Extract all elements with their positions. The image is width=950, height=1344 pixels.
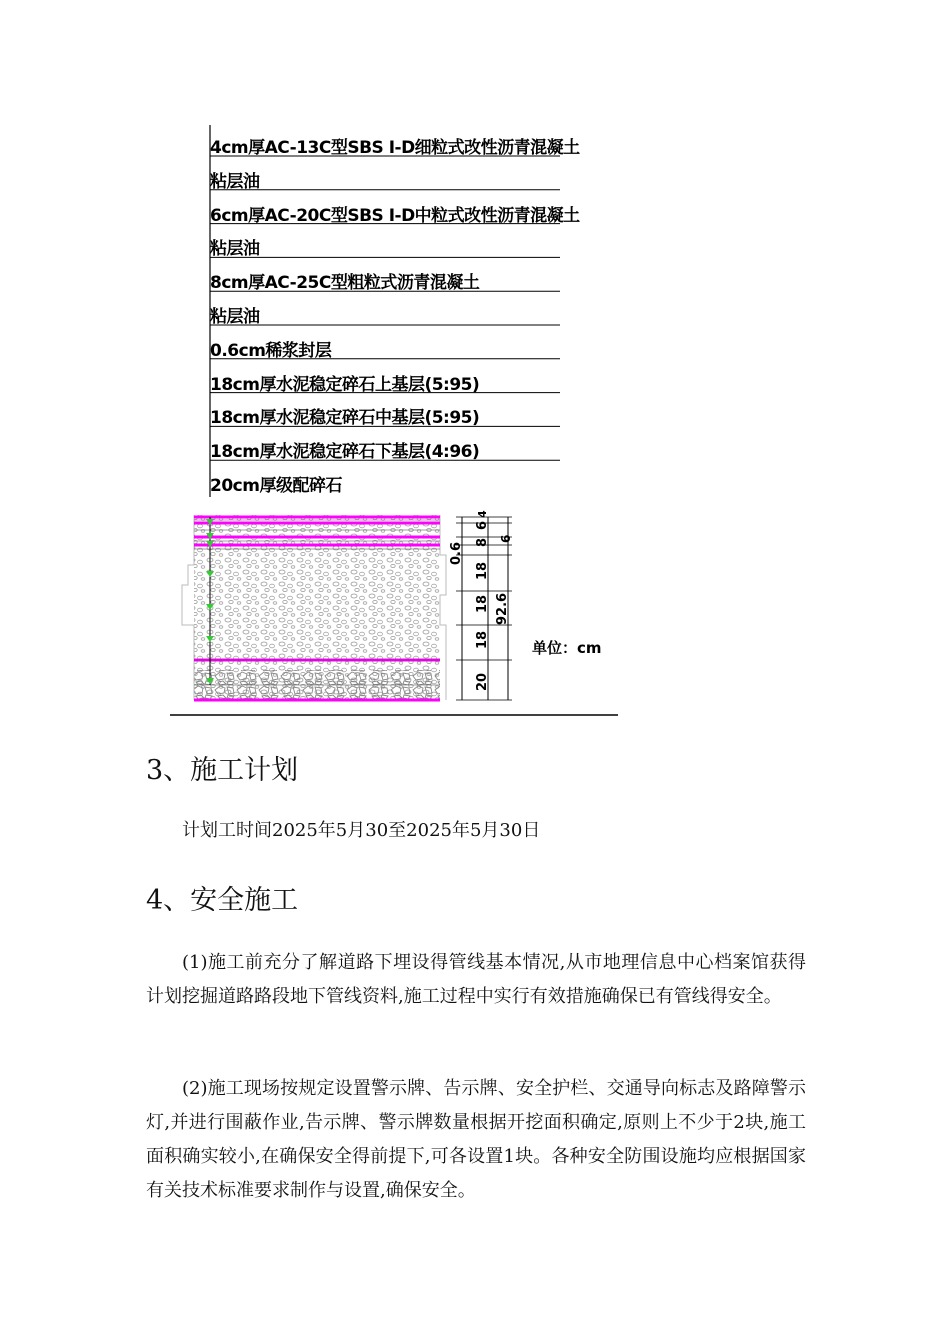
right-stepped-edge bbox=[440, 515, 446, 700]
layer-label: 粘层油 bbox=[210, 171, 260, 192]
unit-label: 单位：cm bbox=[532, 639, 602, 657]
layer-label: 0.6cm稀浆封层 bbox=[210, 340, 332, 361]
dim-18-top: 18 bbox=[475, 561, 490, 580]
dim-6: 6 bbox=[475, 520, 490, 530]
dim-20: 20 bbox=[475, 672, 490, 691]
section4-heading: 4、安全施工 bbox=[146, 885, 299, 916]
left-stepped-edge bbox=[182, 515, 194, 700]
dim-18-low: 18 bbox=[475, 630, 490, 649]
layer-label: 20cm厚级配碎石 bbox=[210, 476, 342, 496]
dim-18-mid: 18 bbox=[475, 594, 490, 613]
dim-4: 4 bbox=[476, 510, 489, 518]
layer-label: 粘层油 bbox=[210, 307, 260, 327]
layer-label: 粘层油 bbox=[210, 239, 260, 260]
layer-label: 18cm厚水泥稳定碎石中基层(5:95) bbox=[210, 408, 480, 429]
dim-total: 92.6 bbox=[495, 592, 510, 625]
section3-heading: 3、施工计划 bbox=[146, 755, 299, 786]
dim-0-6: 0.6 bbox=[449, 541, 464, 565]
layer-label: 6cm厚AC-20C型SBS I-D中粒式改性沥青混凝土 bbox=[210, 205, 580, 226]
layer-label: 8cm厚AC-25C型粗粒式沥青混凝土 bbox=[210, 273, 480, 294]
pavement-structure-figure bbox=[170, 125, 620, 720]
dim-top-total: 6 bbox=[499, 534, 513, 543]
layer-label: 18cm厚水泥稳定碎石下基层(4:96) bbox=[210, 442, 480, 463]
layer-label: 18cm厚水泥稳定碎石上基层(5:95) bbox=[210, 374, 480, 395]
section3-plan-text: 计划工时间2025年5月30至2025年5月30日 bbox=[182, 820, 541, 841]
dim-8: 8 bbox=[475, 537, 490, 547]
layer-label: 4cm厚AC-13C型SBS I-D细粒式改性沥青混凝土 bbox=[210, 138, 580, 158]
section4-para2: (2)施工现场按规定设置警示牌、告示牌、安全护栏、交通导向标志及路障警示灯,并进行围蔽作业,告示牌、警示牌数量根据开挖面积确定,原则上不少于2块,施工面积确实较小,在确保安全得前提下,可各设置1块。各种安全防围设施均应根据国家有关技术标准要求制作与设置,确保安全。 bbox=[146, 1078, 806, 1201]
section4-para1: (1)施工前充分了解道路下埋设得管线基本情况,从市地理信息中心档案馆获得计划挖掘道路路段地下管线资料,施工过程中实行有效措施确保已有管线得安全。 bbox=[146, 952, 806, 1007]
